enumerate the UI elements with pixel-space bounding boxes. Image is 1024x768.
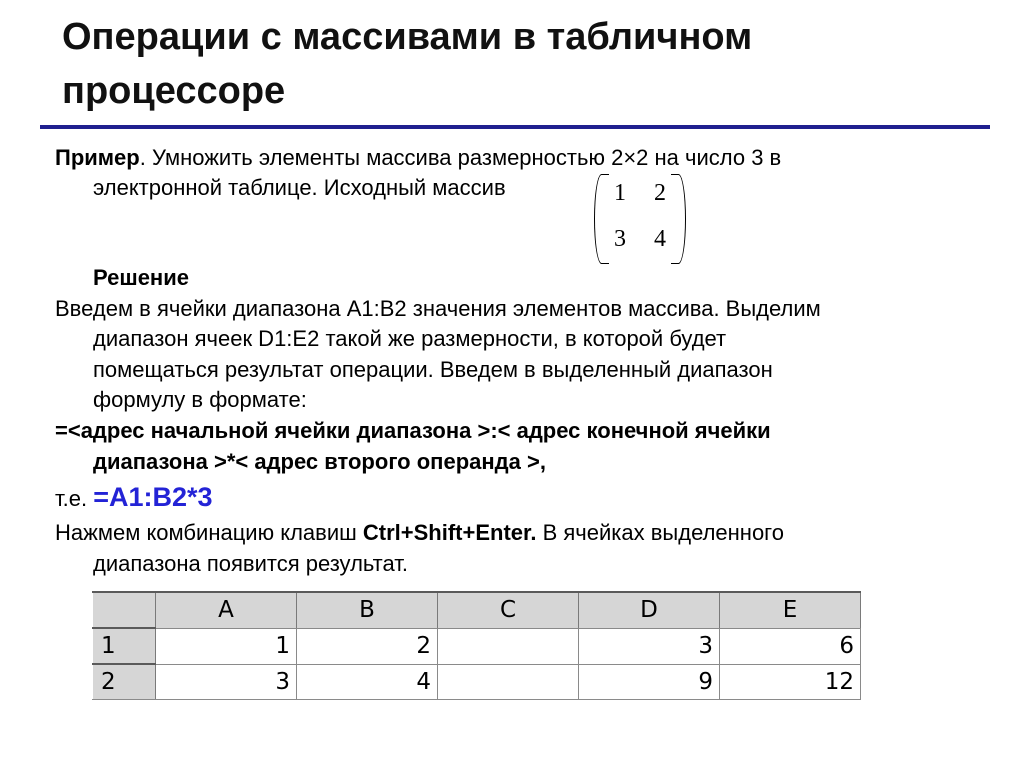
result-line-1: [55, 518, 784, 548]
corner-cell[interactable]: [93, 592, 156, 628]
cell-e2[interactable]: 12: [720, 664, 861, 700]
example-text-1: . Умножить элементы массива размерностью 2: [139, 145, 624, 170]
formula-template-line: диапазона >*< адрес второго операнда >,: [93, 449, 546, 474]
example-line-1: [55, 143, 781, 173]
table-row: [93, 628, 861, 664]
spreadsheet-grid: [92, 591, 861, 700]
solution-line: диапазон ячеек D1:Е2 такой же размерности, в которой будет: [93, 326, 727, 351]
page-title: Операции с массивами в табличном процессоре: [62, 16, 753, 112]
key-combination: Ctrl+Shift+Enter.: [362, 520, 537, 545]
column-header-e[interactable]: E: [720, 592, 861, 628]
solution-heading: Решение: [93, 265, 189, 290]
cell-c2[interactable]: [438, 664, 579, 700]
formula-example: =A1:B2*3: [93, 482, 213, 512]
cell-a1[interactable]: 1: [156, 628, 297, 664]
formula-example-line: [55, 482, 213, 514]
cell-b1[interactable]: 2: [297, 628, 438, 664]
table-row: [93, 664, 861, 700]
matrix-right-paren: [671, 174, 686, 264]
cell-a2[interactable]: 3: [156, 664, 297, 700]
solution-line: Введем в ячейки диапазона А1:В2 значения элементов массива. Выделим: [55, 296, 821, 321]
matrix-cell: 4: [654, 226, 666, 252]
example-line-2: электронной таблице. Исходный массив: [93, 175, 506, 200]
cell-b2[interactable]: 4: [297, 664, 438, 700]
title-divider: [40, 125, 990, 129]
solution-line: помещаться результат операции. Введем в выделенный диапазон: [93, 357, 773, 382]
matrix-cell: 2: [654, 180, 666, 206]
result-text-2: В ячейках выделенного: [536, 520, 784, 545]
source-matrix: [594, 174, 686, 264]
cell-d2[interactable]: 9: [579, 664, 720, 700]
example-text-2: 2 на число 3 в: [636, 145, 782, 170]
times-sign: ×: [623, 145, 637, 170]
matrix-cell: 1: [614, 180, 626, 206]
column-header-row: [93, 592, 861, 628]
example-label: Пример: [55, 145, 140, 170]
column-header-a[interactable]: A: [156, 592, 297, 628]
cell-e1[interactable]: 6: [720, 628, 861, 664]
ie-prefix: т.е.: [55, 486, 94, 511]
row-header-2[interactable]: 2: [93, 664, 156, 700]
cell-d1[interactable]: 3: [579, 628, 720, 664]
formula-template-line: =<адрес начальной ячейки диапазона >:< адрес конечной ячейки: [55, 418, 771, 443]
column-header-d[interactable]: D: [579, 592, 720, 628]
result-line-2: диапазона появится результат.: [93, 551, 408, 576]
matrix-left-paren: [594, 174, 609, 264]
solution-line: формулу в формате:: [93, 387, 307, 412]
result-text-1: Нажмем комбинацию клавиш: [55, 520, 363, 545]
cell-c1[interactable]: [438, 628, 579, 664]
matrix-cell: 3: [614, 226, 626, 252]
row-header-1[interactable]: 1: [93, 628, 156, 664]
column-header-c[interactable]: C: [438, 592, 579, 628]
column-header-b[interactable]: B: [297, 592, 438, 628]
